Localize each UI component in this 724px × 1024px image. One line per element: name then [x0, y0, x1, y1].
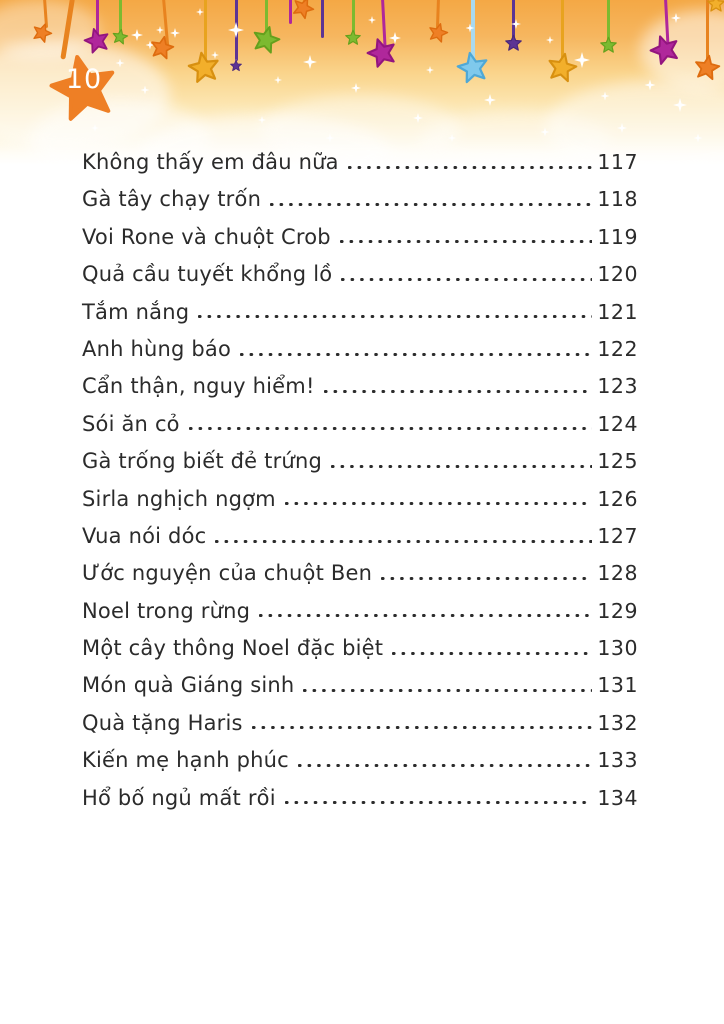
- toc-row: [82, 711, 638, 748]
- toc-row: [82, 524, 638, 561]
- sparkle-icon: [131, 29, 143, 41]
- toc-entry-title: Kiến mẹ hạnh phúc: [82, 748, 289, 773]
- sparkle-icon: [274, 76, 282, 84]
- sparkle-icon: [156, 26, 164, 34]
- dot-leader: [341, 278, 592, 281]
- page-number-star: [50, 55, 118, 123]
- page-number: 10: [65, 64, 103, 95]
- toc-row: [82, 187, 638, 224]
- toc-row: [82, 262, 638, 299]
- sparkle-icon: [368, 16, 376, 24]
- sparkle-icon: [426, 66, 434, 74]
- toc-entry-page: 118: [597, 187, 638, 212]
- toc-entry-page: 132: [597, 710, 638, 735]
- toc-row: [82, 561, 638, 598]
- sparkle-icon: [228, 22, 244, 38]
- dot-leader: [340, 240, 593, 243]
- sparkle-icon: [546, 36, 554, 44]
- toc-row: [82, 636, 638, 673]
- table-of-contents: [82, 150, 638, 823]
- toc-entry-page: 134: [597, 785, 638, 810]
- hanging-star-icon: [426, 21, 450, 45]
- dot-leader: [303, 689, 592, 692]
- dot-leader: [298, 764, 592, 767]
- dot-leader: [215, 540, 592, 543]
- toc-entry-title: Quả cầu tuyết khổng lồ: [82, 262, 333, 287]
- hanging-star-icon: [249, 23, 283, 57]
- star-string: [321, 0, 324, 38]
- dot-leader: [252, 726, 593, 729]
- toc-entry-title: Sói ăn cỏ: [82, 411, 180, 436]
- hanging-star-icon: [600, 37, 617, 54]
- dot-leader: [285, 502, 593, 505]
- toc-entry-title: Anh hùng báo: [82, 336, 232, 361]
- hanging-star-icon: [707, 0, 724, 13]
- dot-leader: [331, 465, 592, 468]
- hanging-star-icon: [692, 53, 722, 83]
- toc-entry-page: 124: [597, 411, 638, 436]
- dot-leader: [198, 315, 592, 318]
- toc-entry-title: Voi Rone và chuột Crob: [82, 224, 331, 249]
- toc-entry-title: Sirla nghịch ngợm: [82, 486, 276, 511]
- toc-row: [82, 150, 638, 187]
- hanging-star-icon: [148, 34, 176, 62]
- toc-row: [82, 786, 638, 823]
- toc-entry-title: Ước nguyện của chuột Ben: [82, 561, 373, 586]
- toc-entry-page: 131: [597, 673, 638, 698]
- toc-entry-page: 121: [597, 299, 638, 324]
- toc-row: [82, 300, 638, 337]
- sparkle-icon: [484, 94, 496, 106]
- toc-entry-title: Một cây thông Noel đặc biệt: [82, 636, 384, 661]
- toc-entry-title: Vua nói dóc: [82, 523, 207, 548]
- toc-entry-title: Món quà Giáng sinh: [82, 673, 295, 698]
- toc-row: [82, 225, 638, 262]
- hanging-star-icon: [111, 28, 130, 47]
- toc-row: [82, 673, 638, 710]
- dot-leader: [392, 652, 592, 655]
- toc-entry-page: 117: [597, 150, 638, 174]
- toc-row: [82, 449, 638, 486]
- dot-leader: [189, 427, 593, 430]
- toc-entry-page: 119: [597, 224, 638, 249]
- dot-leader: [259, 614, 592, 617]
- dot-leader: [285, 801, 593, 804]
- toc-row: [82, 412, 638, 449]
- dot-leader: [348, 166, 593, 169]
- hanging-star-icon: [230, 60, 242, 72]
- toc-entry-page: 122: [597, 336, 638, 361]
- dot-leader: [240, 353, 592, 356]
- hanging-star-icon: [544, 50, 580, 86]
- toc-row: [82, 599, 638, 636]
- toc-entry-title: Không thấy em đâu nữa: [82, 150, 339, 174]
- sparkle-icon: [170, 28, 180, 38]
- toc-entry-page: 125: [597, 449, 638, 474]
- toc-entry-page: 133: [597, 748, 638, 773]
- dot-leader: [324, 390, 593, 393]
- dot-leader: [381, 577, 592, 580]
- toc-entry-page: 129: [597, 598, 638, 623]
- toc-entry-page: 127: [597, 523, 638, 548]
- decorative-header: [0, 0, 724, 165]
- hanging-star-icon: [505, 35, 522, 52]
- hanging-star-icon: [454, 49, 492, 87]
- toc-row: [82, 487, 638, 524]
- hanging-star-icon: [185, 49, 222, 86]
- hanging-star-icon: [345, 30, 361, 46]
- toc-entry-page: 130: [597, 636, 638, 661]
- toc-entry-page: 123: [597, 374, 638, 399]
- toc-entry-title: Gà trống biết đẻ trứng: [82, 449, 322, 474]
- hanging-star-icon: [288, 0, 317, 23]
- toc-row: [82, 337, 638, 374]
- toc-entry-title: Quà tặng Haris: [82, 710, 243, 735]
- dot-leader: [270, 203, 592, 206]
- toc-entry-page: 120: [597, 262, 638, 287]
- toc-entry-page: 126: [597, 486, 638, 511]
- toc-row: [82, 748, 638, 785]
- toc-row: [82, 374, 638, 411]
- toc-entry-title: Hổ bố ngủ mất rồi: [82, 785, 276, 810]
- toc-entry-title: Gà tây chạy trốn: [82, 187, 262, 212]
- toc-entry-title: Noel trong rừng: [82, 598, 251, 623]
- toc-entry-page: 128: [597, 561, 638, 586]
- sparkle-icon: [351, 83, 361, 93]
- sparkle-icon: [303, 55, 317, 69]
- toc-entry-title: Cẩn thận, nguy hiểm!: [82, 374, 315, 399]
- toc-entry-title: Tắm nắng: [82, 299, 190, 324]
